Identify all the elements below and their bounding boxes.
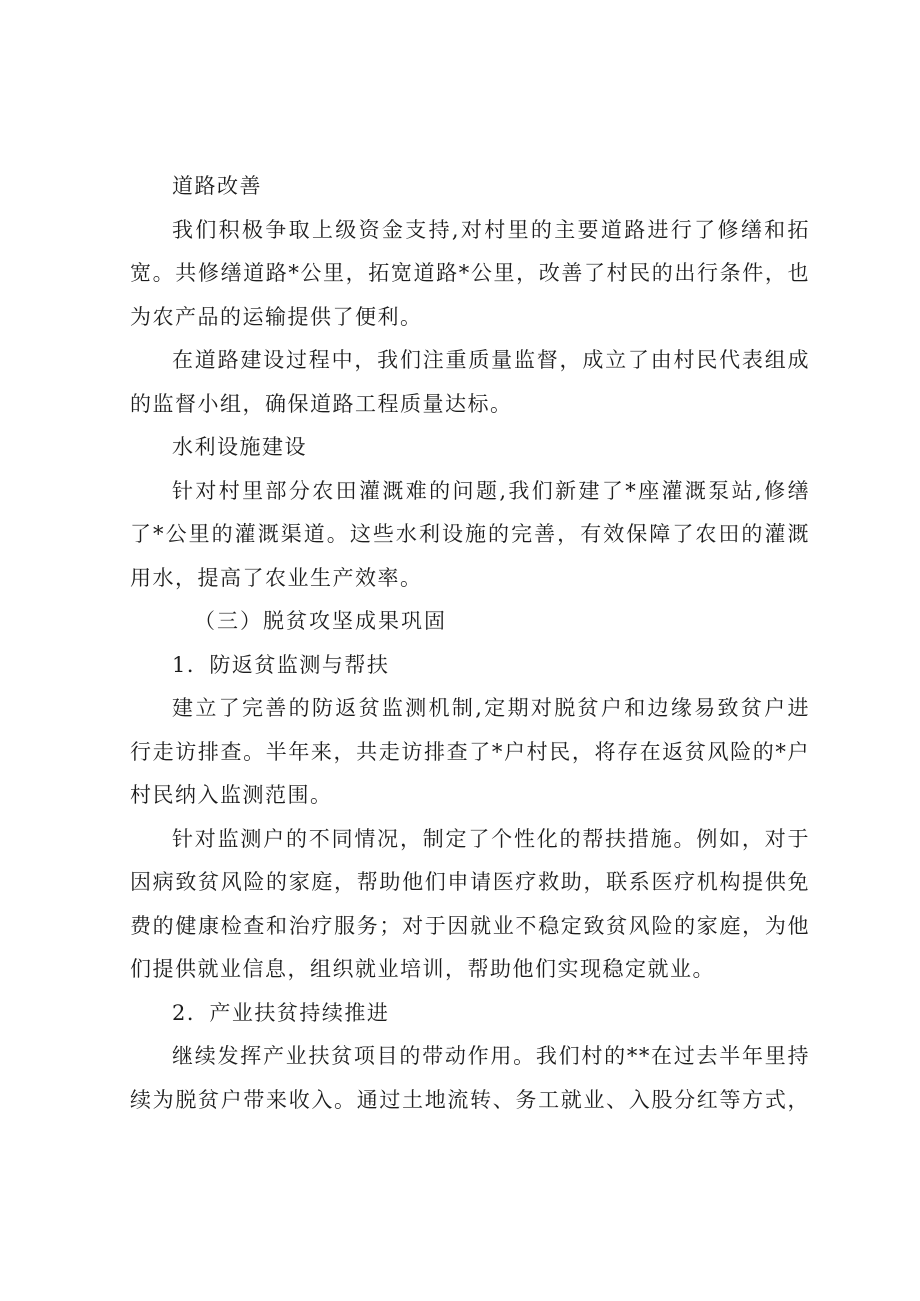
paragraph-line: 宽。共修缮道路*公里，拓宽道路*公里，改善了村民的出行条件，也 [130, 261, 810, 285]
paragraph-industry-projects [130, 1035, 810, 1122]
paragraph-line: 用水，提高了农业生产效率。 [130, 565, 423, 590]
section-heading-water: 水利设施建设 [172, 435, 307, 459]
paragraph-line: 建立了完善的防返贫监测机制,定期对脱贫户和边缘易致贫户进 [172, 696, 810, 720]
paragraph-line: 针对监测户的不同情况，制定了个性化的帮扶措施。例如，对于 [172, 826, 810, 851]
paragraph-line: 了*公里的灌溉渠道。这些水利设施的完善，有效保障了农田的灌溉 [130, 522, 810, 546]
paragraph-line: 因病致贫风险的家庭，帮助他们申请医疗救助，联系医疗机构提供免 [130, 870, 810, 894]
subsection-heading-industry: 2．产业扶贫持续推进 [172, 1000, 390, 1025]
document-body [130, 165, 810, 1122]
chapter-heading: （三）脱贫攻坚成果巩固 [194, 609, 447, 633]
paragraph-line: 费的健康检查和治疗服务；对于因就业不稳定致贫风险的家庭，为他 [130, 913, 810, 938]
paragraph-road-quality [130, 339, 810, 426]
paragraph-line: 针对村里部分农田灌溉难的问题,我们新建了*座灌溉泵站,修缮 [172, 478, 810, 503]
paragraph-monitoring-mechanism [130, 687, 810, 818]
paragraph-line: 继续发挥产业扶贫项目的带动作用。我们村的**在过去半年里持 [172, 1044, 810, 1068]
paragraph-line: 续为脱贫户带来收入。通过土地流转、务工就业、入股分红等方式， [130, 1087, 810, 1112]
paragraph-line: 在道路建设过程中，我们注重质量监督，成立了由村民代表组成 [172, 348, 810, 372]
paragraph-line: 我们积极争取上级资金支持,对村里的主要道路进行了修缮和拓 [172, 217, 810, 242]
paragraph-line: 的监督小组，确保道路工程质量达标。 [130, 391, 513, 416]
section-heading-road: 道路改善 [172, 174, 262, 198]
paragraph-irrigation [130, 470, 810, 601]
paragraph-line: 行走访排查。半年来，共走访排查了*户村民，将存在返贫风险的*户 [130, 739, 810, 764]
paragraph-line: 们提供就业信息，组织就业培训，帮助他们实现稳定就业。 [130, 957, 715, 981]
paragraph-road-funding [130, 209, 810, 340]
paragraph-assistance-measures [130, 818, 810, 992]
paragraph-line: 村民纳入监测范围。 [130, 783, 333, 807]
paragraph-line: 为农产品的运输提供了便利。 [130, 304, 423, 329]
subsection-heading-monitoring: 1．防返贫监测与帮扶 [172, 652, 390, 677]
